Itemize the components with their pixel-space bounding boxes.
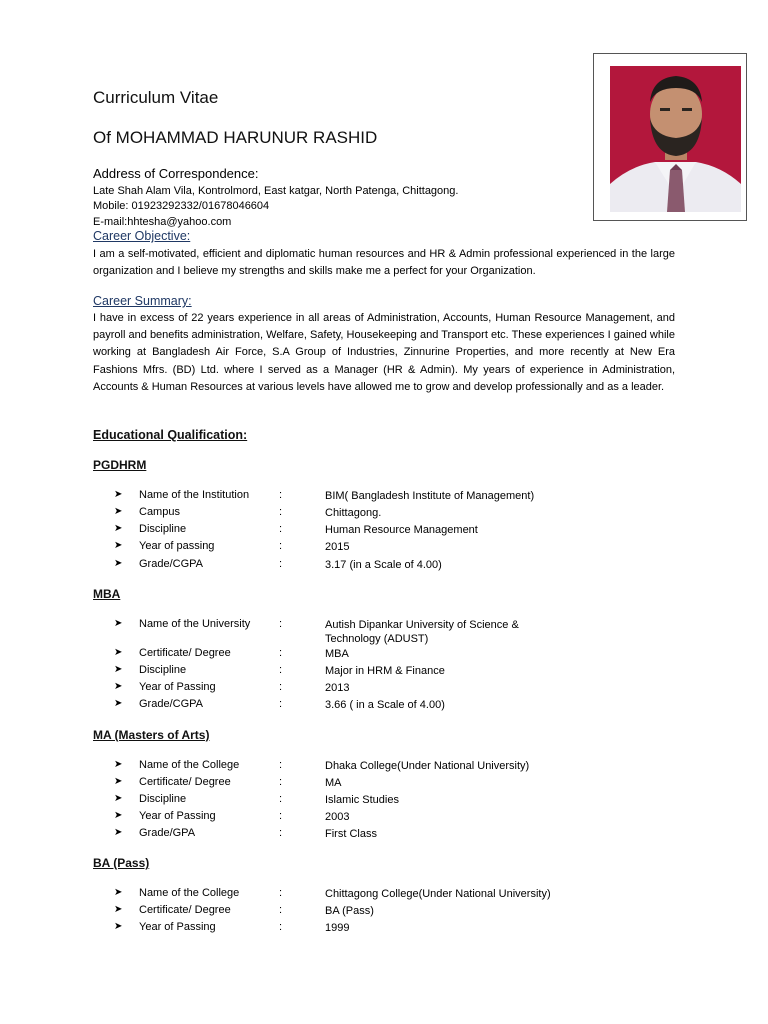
- row-value: First Class: [325, 828, 377, 840]
- row-colon: :: [279, 776, 283, 788]
- row-label: Grade/GPA: [139, 827, 196, 839]
- row-label: Name of the College: [139, 759, 240, 771]
- row-label: Discipline: [139, 523, 187, 535]
- arrow-bullet-icon: ➤: [114, 489, 123, 500]
- career-summary-heading: Career Summary:: [93, 294, 192, 308]
- row-value: 2013: [325, 682, 350, 694]
- ma-row: [114, 776, 674, 793]
- mba-row: [114, 647, 674, 664]
- candidate-name: Of MOHAMMAD HARUNUR RASHID: [93, 128, 378, 147]
- row-label: Certificate/ Degree: [139, 776, 231, 788]
- row-colon: :: [279, 523, 283, 535]
- row-label: Name of the University: [139, 618, 251, 630]
- arrow-bullet-icon: ➤: [114, 698, 123, 709]
- arrow-bullet-icon: ➤: [114, 759, 123, 770]
- pgdhrm-row: [114, 523, 674, 540]
- row-label: Discipline: [139, 793, 187, 805]
- row-label: Grade/CGPA: [139, 698, 203, 710]
- address-block: [93, 166, 563, 230]
- career-summary-text: I have in excess of 22 years experience in all areas of Administration, Accounts, Human Resource Management, and payroll and benefits administration, Welfare, Safety, Housekeeping and Transport etc. These experiences I gained while working at Bangladesh Air Force, S.A Group of Industries, Zinnurine Properties, and more recently at New Era Fashions Mfrs. (BD) Ltd. where I served as a Manager (HR & Admin). My years of experience in Administration, Accounts & Human Resources at various levels have allowed me to grow and develop professionally and as a leader.: [93, 312, 675, 393]
- row-label: Year of Passing: [139, 921, 216, 933]
- ba-heading: BA (Pass): [93, 856, 150, 870]
- row-value: Dhaka College(Under National University): [325, 760, 530, 772]
- pgdhrm-row: [114, 489, 674, 506]
- career-objective-text: I am a self-motivated, efficient and diplomatic human resources and HR & Admin professional experienced in the large organization and I believe my strengths and skills make me a perfect for your Organization.: [93, 248, 675, 278]
- arrow-bullet-icon: ➤: [114, 506, 123, 517]
- ma-row: [114, 759, 674, 776]
- row-label: Year of passing: [139, 540, 215, 552]
- mba-row: [114, 618, 674, 648]
- mobile-line: Mobile: 01923292332/01678046604: [93, 200, 270, 212]
- row-value: 2015: [325, 541, 350, 553]
- row-label: Campus: [139, 506, 180, 518]
- ma-heading: MA (Masters of Arts): [93, 728, 210, 742]
- mba-row: [114, 698, 674, 715]
- arrow-bullet-icon: ➤: [114, 540, 123, 551]
- row-colon: :: [279, 759, 283, 771]
- row-value: BIM( Bangladesh Institute of Management): [325, 490, 535, 502]
- cv-title: Curriculum Vitae: [93, 88, 219, 107]
- row-label: Year of Passing: [139, 810, 216, 822]
- row-label: Certificate/ Degree: [139, 904, 231, 916]
- row-colon: :: [279, 558, 283, 570]
- row-colon: :: [279, 921, 283, 933]
- row-label: Grade/CGPA: [139, 558, 203, 570]
- row-label: Discipline: [139, 664, 187, 676]
- arrow-bullet-icon: ➤: [114, 558, 123, 569]
- arrow-bullet-icon: ➤: [114, 664, 123, 675]
- row-label: Year of Passing: [139, 681, 216, 693]
- row-value: Human Resource Management: [325, 524, 478, 536]
- pgdhrm-heading: PGDHRM: [93, 458, 147, 472]
- row-label: Certificate/ Degree: [139, 647, 231, 659]
- row-colon: :: [279, 904, 283, 916]
- row-value: Chittagong.: [325, 507, 382, 519]
- ma-row: [114, 827, 674, 844]
- pgdhrm-row: [114, 506, 674, 523]
- person-portrait-icon: [610, 66, 741, 212]
- row-value: BA (Pass): [325, 905, 374, 917]
- address-line: Late Shah Alam Vila, Kontrolmord, East katgar, North Patenga, Chittagong.: [93, 184, 459, 197]
- row-value: MA: [325, 777, 342, 789]
- arrow-bullet-icon: ➤: [114, 921, 123, 932]
- career-objective-heading: Career Objective:: [93, 229, 191, 243]
- row-label: Name of the College: [139, 887, 240, 899]
- ba-row: [114, 921, 674, 938]
- arrow-bullet-icon: ➤: [114, 776, 123, 787]
- arrow-bullet-icon: ➤: [114, 618, 123, 629]
- mba-row: [114, 664, 674, 681]
- row-colon: :: [279, 887, 283, 899]
- row-colon: :: [279, 647, 283, 659]
- row-colon: :: [279, 810, 283, 822]
- row-colon: :: [279, 793, 283, 805]
- row-value: Islamic Studies: [325, 794, 399, 806]
- row-colon: :: [279, 664, 283, 676]
- mba-heading: MBA: [93, 587, 121, 601]
- arrow-bullet-icon: ➤: [114, 681, 123, 692]
- arrow-bullet-icon: ➤: [114, 523, 123, 534]
- ma-row: [114, 793, 674, 810]
- row-label: Name of the Institution: [139, 489, 250, 501]
- address-heading: Address of Correspondence:: [93, 166, 259, 181]
- pgdhrm-row: [114, 540, 674, 557]
- ba-row: [114, 887, 674, 904]
- row-colon: :: [279, 540, 283, 552]
- email-line: E-mail:hhtesha@yahoo.com: [93, 215, 232, 228]
- arrow-bullet-icon: ➤: [114, 904, 123, 915]
- arrow-bullet-icon: ➤: [114, 810, 123, 821]
- row-colon: :: [279, 698, 283, 710]
- mba-row: [114, 681, 674, 698]
- pgdhrm-row: [114, 558, 674, 575]
- arrow-bullet-icon: ➤: [114, 647, 123, 658]
- arrow-bullet-icon: ➤: [114, 887, 123, 898]
- row-colon: :: [279, 681, 283, 693]
- education-heading: Educational Qualification:: [93, 428, 248, 442]
- row-value: Chittagong College(Under National University): [325, 888, 551, 900]
- row-colon: :: [279, 489, 283, 501]
- ba-row: [114, 904, 674, 921]
- row-value: 3.17 (in a Scale of 4.00): [325, 559, 442, 571]
- row-value: 3.66 ( in a Scale of 4.00): [325, 699, 445, 711]
- ma-row: [114, 810, 674, 827]
- arrow-bullet-icon: ➤: [114, 827, 123, 838]
- row-value: 2003: [325, 811, 350, 823]
- row-colon: :: [279, 506, 283, 518]
- row-value: MBA: [325, 648, 349, 660]
- row-colon: :: [279, 618, 283, 630]
- profile-photo-frame: [593, 53, 747, 221]
- row-value: Major in HRM & Finance: [325, 665, 445, 677]
- row-value: 1999: [325, 922, 350, 934]
- profile-photo: [610, 66, 741, 212]
- row-colon: :: [279, 827, 283, 839]
- row-value: Autish Dipankar University of Science & Technology (ADUST): [325, 619, 519, 645]
- arrow-bullet-icon: ➤: [114, 793, 123, 804]
